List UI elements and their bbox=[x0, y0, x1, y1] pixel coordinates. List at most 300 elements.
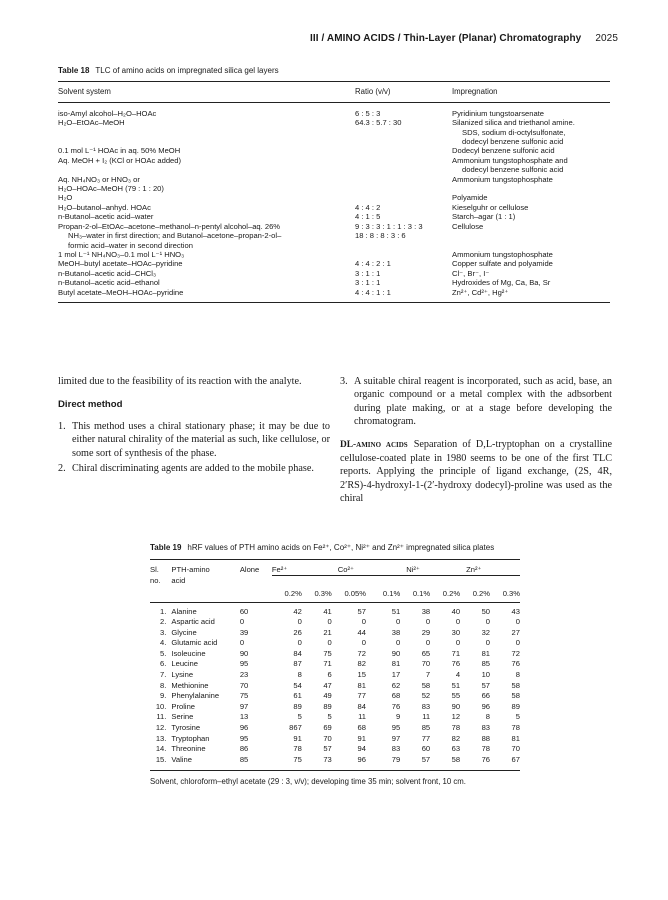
value-cell: 17 bbox=[391, 670, 401, 680]
value-cell: 76 bbox=[511, 659, 520, 669]
solvent-cell-line: H₂O bbox=[58, 193, 73, 203]
row-number: 5. bbox=[160, 648, 167, 658]
row-number: 11. bbox=[156, 712, 167, 722]
table-row bbox=[150, 691, 520, 702]
value-cell: 63 bbox=[451, 744, 461, 754]
impregnation-cell-line: Silanized silica and triethanol amine. bbox=[452, 118, 575, 128]
value-cell: 70 bbox=[323, 733, 332, 743]
header-ni: Ni²⁺ bbox=[400, 560, 460, 576]
value-cell: 0 bbox=[515, 617, 520, 627]
value-cell: 79 bbox=[391, 754, 401, 764]
header-no: no. bbox=[150, 575, 161, 585]
value-cell: 44 bbox=[357, 627, 366, 637]
list-item-text: This method uses a chiral stationary phase; it may be due to either natural chirality of the material as such, like cellulose, or some sort of synthesis of the phase. bbox=[72, 420, 330, 459]
value-cell: 0 bbox=[239, 638, 245, 648]
value-cell: 68 bbox=[391, 691, 401, 701]
value-cell: 5 bbox=[515, 712, 520, 722]
running-head-title: III / AMINO ACIDS / Thin-Layer (Planar) Chromatography bbox=[309, 33, 582, 44]
value-cell: 15 bbox=[357, 670, 366, 680]
impregnation-cell-line: Polyamide bbox=[452, 193, 488, 203]
value-cell: 65 bbox=[421, 648, 431, 658]
value-cell: 60 bbox=[421, 744, 431, 754]
amino-acid-name: Phenylalanine bbox=[171, 691, 220, 701]
ratio-cell-line: 6 : 5 : 3 bbox=[355, 108, 381, 118]
value-cell: 11 bbox=[422, 712, 431, 722]
ratio-cell bbox=[355, 146, 452, 155]
value-cell: 26 bbox=[293, 627, 302, 637]
header-zn: Zn²⁺ bbox=[460, 560, 520, 576]
amino-acid-name: Valine bbox=[171, 754, 192, 764]
value-cell: 62 bbox=[391, 680, 401, 690]
impregnation-cell bbox=[452, 203, 610, 212]
value-cell: 58 bbox=[451, 754, 461, 764]
value-cell: 11 bbox=[358, 712, 366, 722]
solvent-cell bbox=[58, 259, 355, 268]
solvent-cell-line: 1 mol L⁻¹ NH₄NO₃–0.1 mol L⁻¹ HNO₃ bbox=[58, 249, 185, 259]
impregnation-cell-line: Ammonium tungstophosphate bbox=[452, 174, 553, 184]
value-cell: 86 bbox=[239, 744, 249, 754]
header-sl: Sl. bbox=[150, 565, 159, 575]
row-number: 6. bbox=[160, 659, 167, 669]
value-cell: 58 bbox=[421, 680, 431, 690]
value-cell: 21 bbox=[323, 627, 332, 637]
amino-acid-name: Alanine bbox=[171, 606, 197, 616]
ratio-cell-line: 4 : 4 : 2 bbox=[355, 202, 381, 212]
table-row bbox=[58, 222, 610, 250]
value-cell: 27 bbox=[511, 627, 520, 637]
table-18-label: Table 18 bbox=[58, 66, 90, 75]
row-number: 3. bbox=[160, 627, 167, 637]
solvent-cell-line: 0.1 mol L⁻¹ HOAc in aq. 50% MeOH bbox=[58, 146, 181, 156]
header-fe: Fe²⁺ bbox=[272, 560, 332, 576]
table-row bbox=[150, 649, 520, 660]
table-row bbox=[58, 259, 610, 268]
ratio-cell bbox=[355, 175, 452, 194]
value-cell: 96 bbox=[239, 723, 249, 733]
impregnation-cell bbox=[452, 109, 610, 118]
value-cell: 96 bbox=[481, 701, 491, 711]
value-cell: 6 bbox=[327, 670, 332, 680]
impregnation-cell bbox=[452, 118, 610, 146]
value-cell: 57 bbox=[481, 680, 491, 690]
direct-method-list-continued bbox=[340, 375, 612, 429]
value-cell: 43 bbox=[511, 606, 520, 616]
solvent-cell-line: Aq. NH₄NO₃ or HNO₃ or bbox=[58, 174, 140, 184]
value-cell: 78 bbox=[511, 723, 520, 733]
row-number: 2. bbox=[160, 617, 167, 627]
value-cell: 95 bbox=[391, 723, 401, 733]
row-number: 8. bbox=[160, 680, 167, 690]
value-cell: 0 bbox=[327, 638, 332, 648]
intro-paragraph: limited due to the feasibility of its reaction with the analyte. bbox=[58, 376, 302, 387]
amino-acid-name: Lysine bbox=[171, 670, 194, 680]
value-cell: 95 bbox=[239, 733, 249, 743]
ratio-cell-line: 4 : 4 : 1 : 1 bbox=[355, 287, 391, 297]
value-cell: 5 bbox=[297, 712, 302, 722]
conc-cell: 0.1% bbox=[412, 588, 431, 598]
value-cell: 61 bbox=[293, 691, 302, 701]
value-cell: 58 bbox=[511, 691, 520, 701]
impregnation-cell-line: Copper sulfate and polyamide bbox=[452, 259, 553, 269]
value-cell: 10 bbox=[481, 670, 491, 680]
conc-cell: 0.3% bbox=[502, 588, 520, 598]
value-cell: 0 bbox=[297, 638, 302, 648]
row-number: 7. bbox=[160, 670, 167, 680]
solvent-cell bbox=[58, 193, 355, 202]
value-cell: 95 bbox=[239, 659, 249, 669]
table-row bbox=[150, 670, 520, 681]
value-cell: 39 bbox=[239, 627, 249, 637]
value-cell: 0 bbox=[239, 617, 245, 627]
row-number: 1. bbox=[160, 606, 167, 616]
amino-acid-name: Glutamic acid bbox=[171, 638, 218, 648]
impregnation-cell-line: Hydroxides of Mg, Ca, Ba, Sr bbox=[452, 278, 551, 288]
impregnation-cell bbox=[452, 250, 610, 259]
table-19-caption-text: hRF values of PTH amino acids on Fe²⁺, Co²⁺, Ni²⁺ and Zn²⁺ impregnated silica plates bbox=[187, 543, 495, 552]
value-cell: 0 bbox=[515, 638, 520, 648]
ratio-cell bbox=[355, 193, 452, 202]
amino-acid-name: Aspartic acid bbox=[171, 617, 215, 627]
solvent-cell-line: MeOH–butyl acetate–HOAc–pyridine bbox=[58, 259, 183, 269]
table-row bbox=[150, 734, 520, 745]
amino-acid-name: Threonine bbox=[171, 744, 206, 754]
run-in-heading: DL-amino acids bbox=[340, 439, 408, 450]
conc-cell: 0.2% bbox=[472, 588, 491, 598]
table-row bbox=[150, 755, 520, 766]
table-row bbox=[150, 628, 520, 639]
ratio-cell bbox=[355, 156, 452, 175]
list-item bbox=[58, 462, 330, 475]
value-cell: 12 bbox=[451, 712, 461, 722]
table-row bbox=[58, 146, 610, 155]
amino-acid-name: Serine bbox=[171, 712, 194, 722]
ratio-cell bbox=[355, 269, 452, 278]
list-item bbox=[340, 375, 612, 429]
value-cell: 32 bbox=[481, 627, 491, 637]
conc-cell: 0.3% bbox=[314, 588, 332, 598]
table-19-bottom-rule bbox=[150, 770, 520, 771]
table-row bbox=[58, 212, 610, 221]
value-cell: 97 bbox=[391, 733, 401, 743]
amino-acid-name: Leucine bbox=[171, 659, 198, 669]
value-cell: 51 bbox=[391, 606, 401, 616]
value-cell: 84 bbox=[293, 648, 302, 658]
value-cell: 70 bbox=[421, 659, 431, 669]
impregnation-cell bbox=[452, 222, 610, 250]
solvent-cell bbox=[58, 269, 355, 278]
value-cell: 0 bbox=[361, 638, 366, 648]
value-cell: 5 bbox=[327, 712, 332, 722]
table-19-caption bbox=[150, 543, 520, 553]
table-19-body bbox=[150, 607, 520, 766]
header-impregnation: Impregnation bbox=[452, 87, 498, 97]
table-19-header-row-2 bbox=[150, 576, 520, 586]
value-cell: 94 bbox=[357, 744, 366, 754]
value-cell: 83 bbox=[481, 723, 491, 733]
amino-acid-name: Tryptophan bbox=[171, 733, 210, 743]
ratio-cell bbox=[355, 203, 452, 212]
value-cell: 76 bbox=[391, 701, 401, 711]
solvent-cell-line: H₂O–butanol–anhyd. HOAc bbox=[58, 202, 151, 212]
value-cell: 41 bbox=[323, 606, 332, 616]
value-cell: 72 bbox=[357, 648, 366, 658]
running-head bbox=[310, 33, 618, 44]
conc-cell: 0.05% bbox=[344, 588, 366, 598]
value-cell: 0 bbox=[395, 638, 401, 648]
paragraph-text: Separation of D,L-tryptophan on a crystalline cellulose-coated plate in 1980 seems to be one of the first TLC reports. Applying the principle of ligand exchange, (2S, 4R, 2′RS)-4-hydroxyl-1-(2′-hydroxy dodecyl)-proline was used as the chiral bbox=[340, 438, 612, 505]
value-cell: 0 bbox=[455, 638, 461, 648]
table-row bbox=[58, 175, 610, 194]
solvent-cell bbox=[58, 288, 355, 297]
dl-amino-acids-paragraph bbox=[340, 438, 612, 506]
impregnation-cell-line: Cl⁻, Br⁻, I⁻ bbox=[452, 268, 490, 278]
value-cell: 77 bbox=[357, 691, 366, 701]
value-cell: 66 bbox=[481, 691, 491, 701]
ratio-cell bbox=[355, 222, 452, 250]
impregnation-cell-line: Ammonium tungstophosphate bbox=[452, 249, 553, 259]
ratio-cell-line: 4 : 4 : 2 : 1 bbox=[355, 259, 391, 269]
value-cell: 0 bbox=[425, 638, 431, 648]
ratio-cell bbox=[355, 259, 452, 268]
value-cell: 78 bbox=[293, 744, 302, 754]
impregnation-cell-line: dodecyl benzene sulfonic acid bbox=[462, 165, 564, 175]
value-cell: 40 bbox=[451, 606, 461, 616]
ratio-cell bbox=[355, 278, 452, 287]
value-cell: 8 bbox=[485, 712, 491, 722]
value-cell: 68 bbox=[357, 723, 366, 733]
table-row bbox=[150, 617, 520, 628]
value-cell: 51 bbox=[451, 680, 461, 690]
solvent-cell-line: iso-Amyl alcohol–H₂O–HOAc bbox=[58, 108, 157, 118]
value-cell: 76 bbox=[451, 659, 461, 669]
solvent-cell-line: NH₃–water in first direction; and Butanol–acetone–propan-2-ol– bbox=[68, 231, 282, 241]
value-cell: 78 bbox=[481, 744, 491, 754]
table-19 bbox=[150, 543, 520, 787]
header-alone: Alone bbox=[239, 565, 260, 575]
ratio-cell-line: 64.3 : 5.7 : 30 bbox=[355, 118, 402, 128]
value-cell: 84 bbox=[357, 701, 366, 711]
ratio-cell bbox=[355, 212, 452, 221]
impregnation-cell bbox=[452, 278, 610, 287]
solvent-cell bbox=[58, 250, 355, 259]
value-cell: 97 bbox=[239, 701, 249, 711]
value-cell: 96 bbox=[357, 754, 366, 764]
value-cell: 70 bbox=[511, 744, 520, 754]
table-row bbox=[58, 203, 610, 212]
value-cell: 77 bbox=[421, 733, 431, 743]
header-acid: acid bbox=[171, 575, 186, 585]
impregnation-cell bbox=[452, 146, 610, 155]
value-cell: 29 bbox=[421, 627, 431, 637]
table-row bbox=[58, 250, 610, 259]
table-18-caption-text: TLC of amino acids on impregnated silica gel layers bbox=[95, 66, 279, 75]
value-cell: 83 bbox=[421, 701, 431, 711]
value-cell: 57 bbox=[357, 606, 366, 616]
value-cell: 88 bbox=[481, 733, 491, 743]
value-cell: 90 bbox=[239, 648, 249, 658]
solvent-cell bbox=[58, 109, 355, 118]
value-cell: 23 bbox=[239, 670, 249, 680]
value-cell: 89 bbox=[293, 701, 302, 711]
solvent-cell bbox=[58, 156, 355, 175]
value-cell: 0 bbox=[485, 638, 491, 648]
value-cell: 13 bbox=[239, 712, 249, 722]
table-row bbox=[58, 193, 610, 202]
amino-acid-name: Methionine bbox=[171, 680, 209, 690]
table-row bbox=[150, 702, 520, 713]
impregnation-cell-line: Pyridinium tungstoarsenate bbox=[452, 108, 545, 118]
header-co: Co²⁺ bbox=[332, 560, 400, 576]
value-cell: 867 bbox=[289, 723, 302, 733]
ratio-cell bbox=[355, 109, 452, 118]
value-cell: 81 bbox=[481, 648, 491, 658]
value-cell: 83 bbox=[391, 744, 401, 754]
impregnation-cell bbox=[452, 288, 610, 297]
value-cell: 54 bbox=[293, 680, 302, 690]
table-19-grid bbox=[150, 560, 520, 765]
impregnation-cell bbox=[452, 212, 610, 221]
value-cell: 85 bbox=[421, 723, 431, 733]
impregnation-cell bbox=[452, 156, 610, 175]
value-cell: 4 bbox=[455, 670, 461, 680]
row-number: 9. bbox=[160, 691, 167, 701]
value-cell: 73 bbox=[323, 754, 332, 764]
table-19-label: Table 19 bbox=[150, 543, 182, 552]
value-cell: 82 bbox=[357, 659, 366, 669]
conc-cell: 0.2% bbox=[442, 588, 461, 598]
solvent-cell-line: Propan-2-ol–EtOAc–acetone–methanol–n-pentyl alcohol–aq. 26% bbox=[58, 221, 281, 231]
solvent-cell bbox=[58, 146, 355, 155]
value-cell: 0 bbox=[327, 617, 332, 627]
value-cell: 60 bbox=[239, 606, 249, 616]
header-ratio: Ratio (v/v) bbox=[355, 87, 391, 97]
right-text-column bbox=[340, 375, 612, 506]
value-cell: 49 bbox=[323, 691, 332, 701]
list-item-number: 3. bbox=[340, 376, 348, 387]
direct-method-list bbox=[58, 420, 330, 476]
table-19-header-row bbox=[150, 560, 520, 576]
value-cell: 70 bbox=[239, 680, 249, 690]
value-cell: 0 bbox=[395, 617, 401, 627]
impregnation-cell bbox=[452, 259, 610, 268]
row-number: 14. bbox=[155, 744, 167, 754]
value-cell: 81 bbox=[511, 733, 520, 743]
value-cell: 0 bbox=[455, 617, 461, 627]
impregnation-cell bbox=[452, 193, 610, 202]
amino-acid-name: Tyrosine bbox=[171, 723, 201, 733]
value-cell: 85 bbox=[239, 754, 249, 764]
list-item-number: 1. bbox=[58, 420, 66, 432]
solvent-cell bbox=[58, 278, 355, 287]
value-cell: 91 bbox=[357, 733, 366, 743]
value-cell: 8 bbox=[515, 670, 520, 680]
table-18 bbox=[58, 66, 610, 303]
left-text-column bbox=[58, 375, 330, 477]
table-row bbox=[58, 288, 610, 297]
header-pth-amino: PTH-amino bbox=[171, 565, 210, 575]
impregnation-cell-line: Cellulose bbox=[452, 221, 484, 231]
value-cell: 72 bbox=[511, 648, 520, 658]
list-item-text: Chiral discriminating agents are added to the mobile phase. bbox=[72, 463, 314, 475]
value-cell: 89 bbox=[511, 701, 520, 711]
value-cell: 55 bbox=[451, 691, 461, 701]
solvent-cell bbox=[58, 212, 355, 221]
table-row bbox=[150, 638, 520, 649]
table-row bbox=[58, 269, 610, 278]
table-row bbox=[150, 712, 520, 723]
solvent-cell-line: n-Butanol–acetic acid–water bbox=[58, 212, 154, 222]
solvent-cell bbox=[58, 118, 355, 146]
ratio-cell bbox=[355, 250, 452, 259]
value-cell: 90 bbox=[391, 648, 401, 658]
solvent-cell-line: Aq. MeOH + I₂ (KCl or HOAc added) bbox=[58, 155, 182, 165]
table-18-body bbox=[58, 103, 610, 302]
row-number: 4. bbox=[160, 638, 167, 648]
value-cell: 87 bbox=[293, 659, 302, 669]
solvent-cell bbox=[58, 203, 355, 212]
table-row bbox=[58, 156, 610, 175]
table-row bbox=[150, 659, 520, 670]
impregnation-cell-line: Zn²⁺, Cd²⁺, Hg²⁺ bbox=[452, 287, 509, 297]
table-19-footnote: Solvent, chloroform–ethyl acetate (29 : 3, v/v); developing time 35 min; solvent front, 10 cm. bbox=[150, 777, 466, 787]
value-cell: 58 bbox=[511, 680, 520, 690]
value-cell: 78 bbox=[451, 723, 461, 733]
solvent-cell-line: n-Butanol–acetic acid–ethanol bbox=[58, 278, 160, 288]
value-cell: 91 bbox=[293, 733, 302, 743]
value-cell: 69 bbox=[323, 723, 332, 733]
value-cell: 7 bbox=[425, 670, 431, 680]
value-cell: 50 bbox=[481, 606, 491, 616]
value-cell: 89 bbox=[323, 701, 332, 711]
value-cell: 9 bbox=[395, 712, 401, 722]
value-cell: 76 bbox=[481, 754, 491, 764]
impregnation-cell-line: Dodecyl benzene sulfonic acid bbox=[452, 146, 555, 156]
table-18-bottom-rule bbox=[58, 302, 610, 303]
table-19-concentration-row bbox=[150, 586, 520, 603]
section-heading-direct-method: Direct method bbox=[58, 399, 123, 411]
value-cell: 75 bbox=[239, 691, 249, 701]
conc-cell: 0.1% bbox=[382, 588, 401, 598]
row-number: 12. bbox=[155, 723, 167, 733]
impregnation-cell bbox=[452, 269, 610, 278]
impregnation-cell-line: Starch–agar (1 : 1) bbox=[452, 212, 516, 222]
value-cell: 47 bbox=[323, 680, 332, 690]
value-cell: 81 bbox=[357, 680, 366, 690]
value-cell: 0 bbox=[297, 617, 302, 627]
value-cell: 57 bbox=[323, 744, 332, 754]
value-cell: 75 bbox=[293, 754, 302, 764]
row-number: 15. bbox=[155, 754, 167, 764]
solvent-cell-line: H₂O–HOAc–MeOH (79 : 1 : 20) bbox=[58, 184, 164, 194]
amino-acid-name: Proline bbox=[171, 701, 196, 711]
value-cell: 90 bbox=[451, 701, 461, 711]
table-row bbox=[150, 681, 520, 692]
value-cell: 71 bbox=[323, 659, 332, 669]
ratio-cell-line: 9 : 3 : 3 : 1 : 1 : 3 : 3 bbox=[355, 221, 423, 231]
value-cell: 38 bbox=[421, 606, 431, 616]
value-cell: 82 bbox=[451, 733, 461, 743]
solvent-cell bbox=[58, 222, 355, 250]
value-cell: 8 bbox=[297, 670, 302, 680]
solvent-cell-line: Butyl acetate–MeOH–HOAc–pyridine bbox=[58, 287, 184, 297]
row-number: 13. bbox=[155, 733, 167, 743]
solvent-cell-line: n-Butanol–acetic acid–CHCl₃ bbox=[58, 268, 157, 278]
row-number: 10. bbox=[155, 701, 167, 711]
value-cell: 38 bbox=[391, 627, 401, 637]
table-row bbox=[150, 744, 520, 755]
amino-acid-name: Isoleucine bbox=[171, 648, 206, 658]
ratio-cell bbox=[355, 288, 452, 297]
